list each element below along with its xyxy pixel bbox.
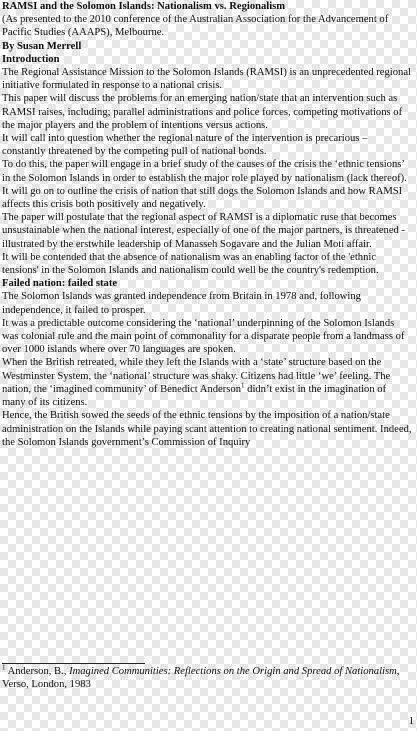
footnote (2, 665, 412, 691)
paragraph-british (2, 356, 412, 409)
title-block (2, 0, 412, 53)
document-body (2, 0, 412, 449)
paragraph: This paper will discuss the problems for an emerging nation/state that an intervention such as RAMSI raises, including; parallel administrations and police forces, competing motivations of the major players and the problem of intentions versus actions. (2, 93, 403, 131)
paragraph: The paper will postulate that the regional aspect of RAMSI is a diplomatic ruse that becomes unsustainable when the national interest, especially of one of the major partners, is threatened - illustrated by the erstwhile leadership of Manasseh Sogavare and the Julian Moti affair. (2, 212, 406, 250)
paragraph-text: When the British retreated, while they left the Islands with a ‘state’ structure based on the Westminster System, the ‘national’ structure was shaky. Citizens had little ‘we’ feeling. The nation, the ‘imagined community’ of Benedict Anderson (2, 357, 391, 395)
author-line: By Susan Merrell (2, 40, 82, 52)
paragraph: It was a predictable outcome considering the ‘national’ underpinning of the Solomon Islands was colonial rule and the main point of commonality for a disparate people from a landmass of over 1000 islands where over 70 languages are spoken. (2, 317, 405, 356)
paragraph: The Solomon Islands was granted independence from Britain in 1978 and, following independence, it failed to prosper. (2, 291, 361, 316)
footnote-divider (2, 663, 145, 664)
section-heading-failed-nation: Failed nation: failed state (2, 278, 118, 290)
presentation-note: (As presented to the 2010 conference of the Australian Association for the Advancement of Pacific Studies (AAAPS), Melbourne. (2, 14, 389, 39)
paragraph-text: didn’t exist in the imagination of many of its citizens. (2, 383, 387, 409)
paper-title: RAMSI and the Solomon Islands: Nationalism vs. Regionalism (2, 1, 286, 12)
page-number: 1 (408, 716, 414, 727)
footnote-author: Anderson, B., (5, 666, 70, 677)
footnote-book-title: Imagined Communities: Reflections on the Origin and Spread of Nationalism (69, 666, 397, 677)
paragraph: It will be contended that the absence of nationalism was an enabling factor of the 'ethnic tensions' in the Solomon Islands and nationalism could well be the country's redemption. (2, 251, 379, 277)
footnote-reference[interactable]: 1 (241, 381, 245, 390)
paragraph: The Regional Assistance Mission to the Solomon Islands (RAMSI) is an unprecedented regional initiative formulated in response to a national crisis. (2, 67, 411, 92)
footnote-marker: 1 (2, 663, 6, 672)
section-heading-introduction: Introduction (2, 53, 60, 65)
footnote-publisher: , Verso, London, 1983 (2, 666, 400, 690)
paragraph: To do this, the paper will engage in a brief study of the causes of the crisis the ‘ethnic tensions’ in the Solomon Islands in order to establish the major role played by nationalism (lack thereof). It will go on to outline the crisis of nation that still dogs the Solomon Islands and how RAMSI affects this crisis both positively and negatively. (2, 159, 407, 211)
paragraph: It will call into question whether the regional nature of the intervention is precarious – constantly threatened by the competing pull of national bonds. (2, 133, 368, 158)
paragraph: Hence, the British sowed the seeds of the ethnic tensions by the imposition of a nation/state administration on the Islands while paying scant attention to creating national sentiment. Indeed, the Solomon Islands government’s Commission of Inquiry (2, 410, 412, 448)
